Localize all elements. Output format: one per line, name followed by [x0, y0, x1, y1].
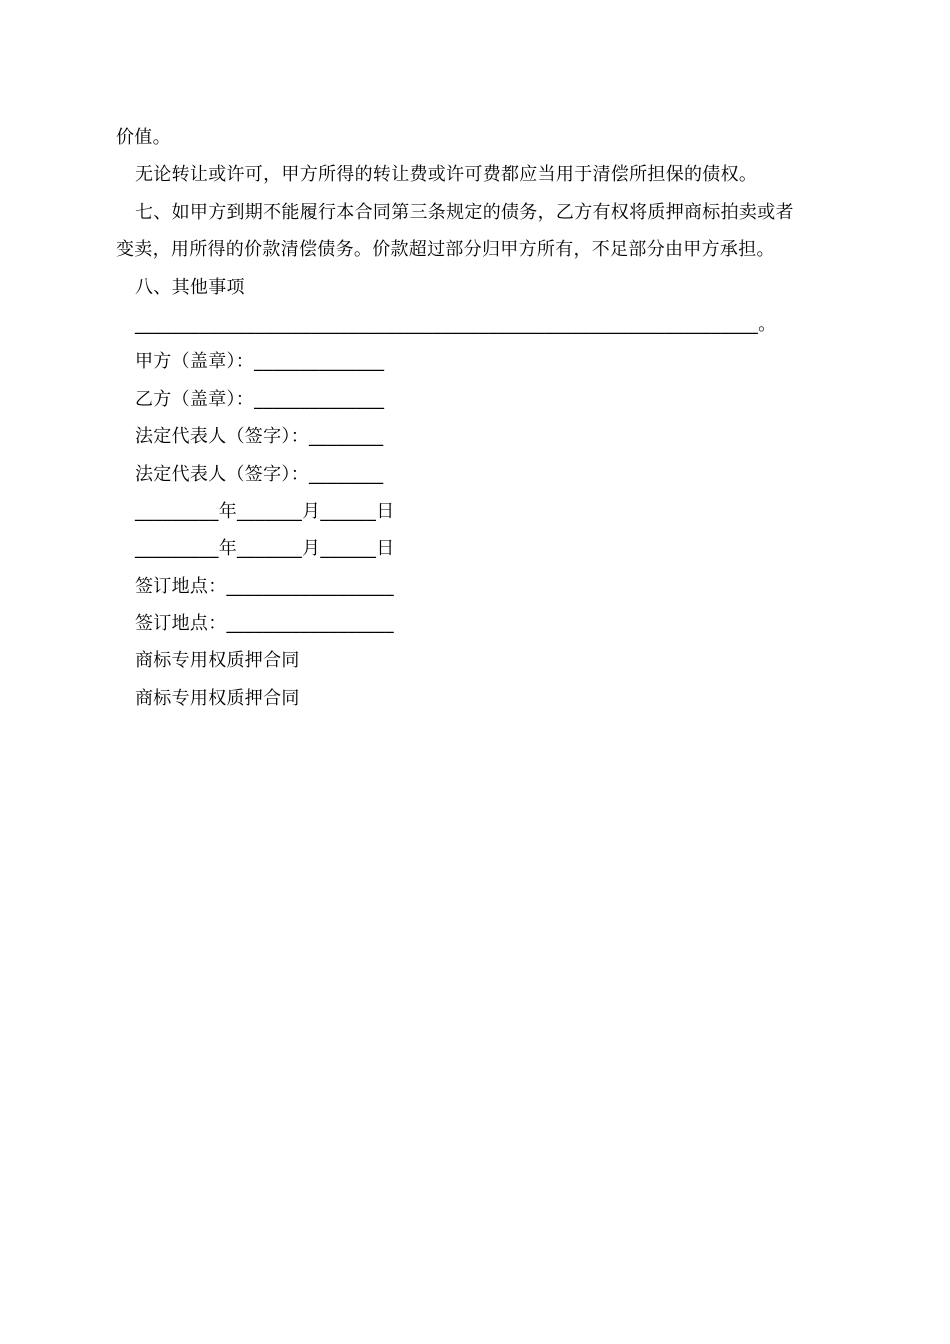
blank-fill-line: ___________________________________________________________________。	[135, 314, 777, 335]
text-line-clause-eight: 八、其他事项	[135, 277, 245, 298]
text-line-clause-seven-cont: 变卖，用所得的价款清偿债务。价款超过部分归甲方所有，不足部分由甲方承担。	[116, 239, 775, 260]
legal-rep-signature-a: 法定代表人（签字）：________	[135, 426, 384, 447]
text-line-value: 价值。	[116, 127, 171, 148]
signing-place-a: 签订地点：__________________	[135, 576, 394, 597]
party-b-seal: 乙方（盖章）：______________	[135, 389, 385, 410]
date-line-b: _________年_______月______日	[135, 538, 395, 559]
date-line-a: _________年_______月______日	[135, 501, 395, 522]
signing-place-b: 签订地点：__________________	[135, 613, 394, 634]
contract-title-a: 商标专用权质押合同	[135, 650, 300, 671]
legal-rep-signature-b: 法定代表人（签字）：________	[135, 464, 384, 485]
text-line-clause-seven: 七、如甲方到期不能履行本合同第三条规定的债务，乙方有权将质押商标拍卖或者	[135, 202, 794, 223]
contract-title-b: 商标专用权质押合同	[135, 688, 300, 709]
party-a-seal: 甲方（盖章）：______________	[135, 351, 385, 372]
text-line-transfer-fees: 无论转让或许可，甲方所得的转让费或许可费都应当用于清偿所担保的债权。	[135, 164, 758, 185]
